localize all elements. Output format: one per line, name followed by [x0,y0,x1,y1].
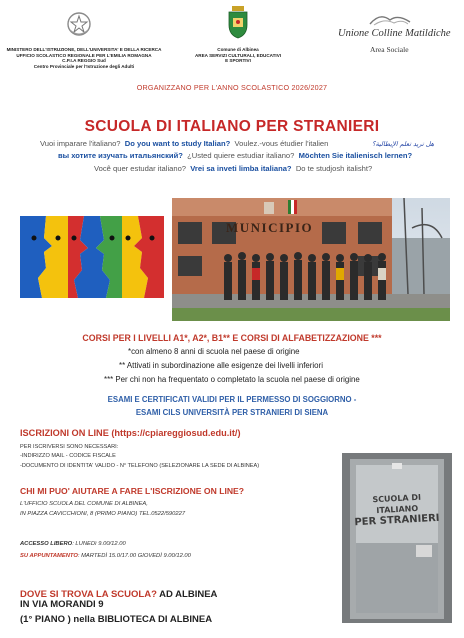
courses-note-1: *con almeno 8 anni di scuola nel paese di origine [128,347,300,356]
ministry-line1: MINISTERO DELL'ISTRUZIONE, DELL'UNIVERSITA' E DELLA RICERCA [6,47,162,52]
help-appuntamento [20,544,191,562]
questions-row-2 [58,151,412,161]
language-faces-illustration [18,208,166,306]
q-spanish: ¿Usted quiere estudiar italiano? [187,151,295,160]
courses-note-2: ** Attivati in subordinazione alle esigenze dei livelli inferiori [119,361,323,370]
comune-line2: AREA SERVIZI CULTURALI, EDUCATIVI [194,52,282,58]
help-line-2: IN PIAZZA CAVICCHIONI, 8 (PRIMO PIANO) TEL.0522/590227 [20,511,186,517]
comune-header [178,47,298,64]
ministry-line4: Centro Provinciale per l'Istruzione degli Adulti [33,63,135,69]
photo-municipio-sign: MUNICIPIO [226,220,314,235]
door-line-2: PER STRANIERI [354,512,440,529]
door-text [352,492,442,529]
online-req-2: -DOCUMENTO DI IDENTITA' VALIDO - N° TELEFONO (SELEZIONARE LA SEDE DI ALBINEA) [20,463,260,469]
dove-answer: AD ALBINEA [156,589,218,600]
unione-subtitle: Area Sociale [370,45,409,54]
courses-heading: CORSI PER I LIVELLI A1*, A2*, B1** E CORSI DI ALFABETIZZAZIONE *** [82,333,382,343]
online-req-0: PER ISCRIVERSI SONO NECESSARI: [20,444,119,450]
ministry-emblem [66,10,92,38]
online-heading: ISCRIZIONI ON LINE (https://cpiareggiosud.edu.it/) [20,428,241,438]
q-portuguese: Você quer estudar italiano? [94,164,187,173]
esami-line-2: ESAMI CILS UNIVERSITÀ PER STRANIERI DI SIENA [135,408,329,417]
dove-question: DOVE SI TROVA LA SCUOLA? [20,589,157,600]
accesso-label: ACCESSO LIBERO [20,541,73,547]
help-heading: CHI MI PUO' AIUTARE A FARE L'ISCRIZIONE ON LINE? [20,486,245,496]
esami-line-1: ESAMI E CERTIFICATI VALIDI PER IL PERMESSO DI SOGGIORNO - [107,395,357,404]
organizzano-line: ORGANIZZANO PER L'ANNO SCOLASTICO 2026/2027 [136,83,328,92]
q-albanian: Do te studjosh italisht? [295,164,373,173]
questions-row-1 [40,139,328,149]
q-italian: Vuoi imparare l'italiano? [40,139,121,148]
appuntamento-text: : MARTEDÌ 15.0/17.00 GIOVEDÌ 9.00/12.00 [77,553,191,559]
page-title: SCUOLA DI ITALIANO PER STRANIERI [84,118,380,135]
dove-line-2: IN VIA MORANDI 9 [20,599,104,610]
q-romanian: Vrei sa inveti limba italiana? [190,164,292,173]
ministry-line2: UFFICIO SCOLASTICO REGIONALE PER L'EMILIA ROMAGNA [16,52,152,58]
q-russian: вы хотите изучать итальянский? [58,151,183,160]
dove-line-3: (1° PIANO ) nella BIBLIOTECA DI ALBINEA [20,614,213,625]
q-english: Do you want to study Italian? [124,139,231,148]
albinea-coat-of-arms [226,5,250,39]
appuntamento-label: SU APPUNTAMENTO [20,553,78,559]
online-req-1: -INDIRIZZO MAIL - CODICE FISCALE [20,453,116,459]
ministry-header [4,47,164,69]
unione-logo-mark [368,10,412,26]
group-photo [172,198,450,321]
door-line-1: SCUOLA DI ITALIANO [372,492,422,516]
door-photo [342,453,452,623]
comune-line1: Comune di Albinea [217,47,259,52]
courses-note-3: *** Per chi non ha frequentato o completato la scuola nel paese di origine [104,375,360,384]
q-german: Möchten Sie italienisch lernen? [298,151,413,160]
help-line-1: L'UFFICIO SCUOLA DEL COMUNE DI ALBINEA, [20,501,148,507]
ministry-line3: C.P.I.A REGGIO Sud [62,58,106,64]
questions-row-3 [94,164,372,174]
q-handwritten: هل تريد تعلم الإيطالية؟ [372,140,435,148]
comune-line3: E SPORTIVI [225,58,251,64]
accesso-text: : LUNEDì 9.00/12.00 [72,541,126,547]
unione-title: Unione Colline Matildiche [338,28,451,39]
q-french: Voulez.-vous étudier l'italien [234,139,329,148]
